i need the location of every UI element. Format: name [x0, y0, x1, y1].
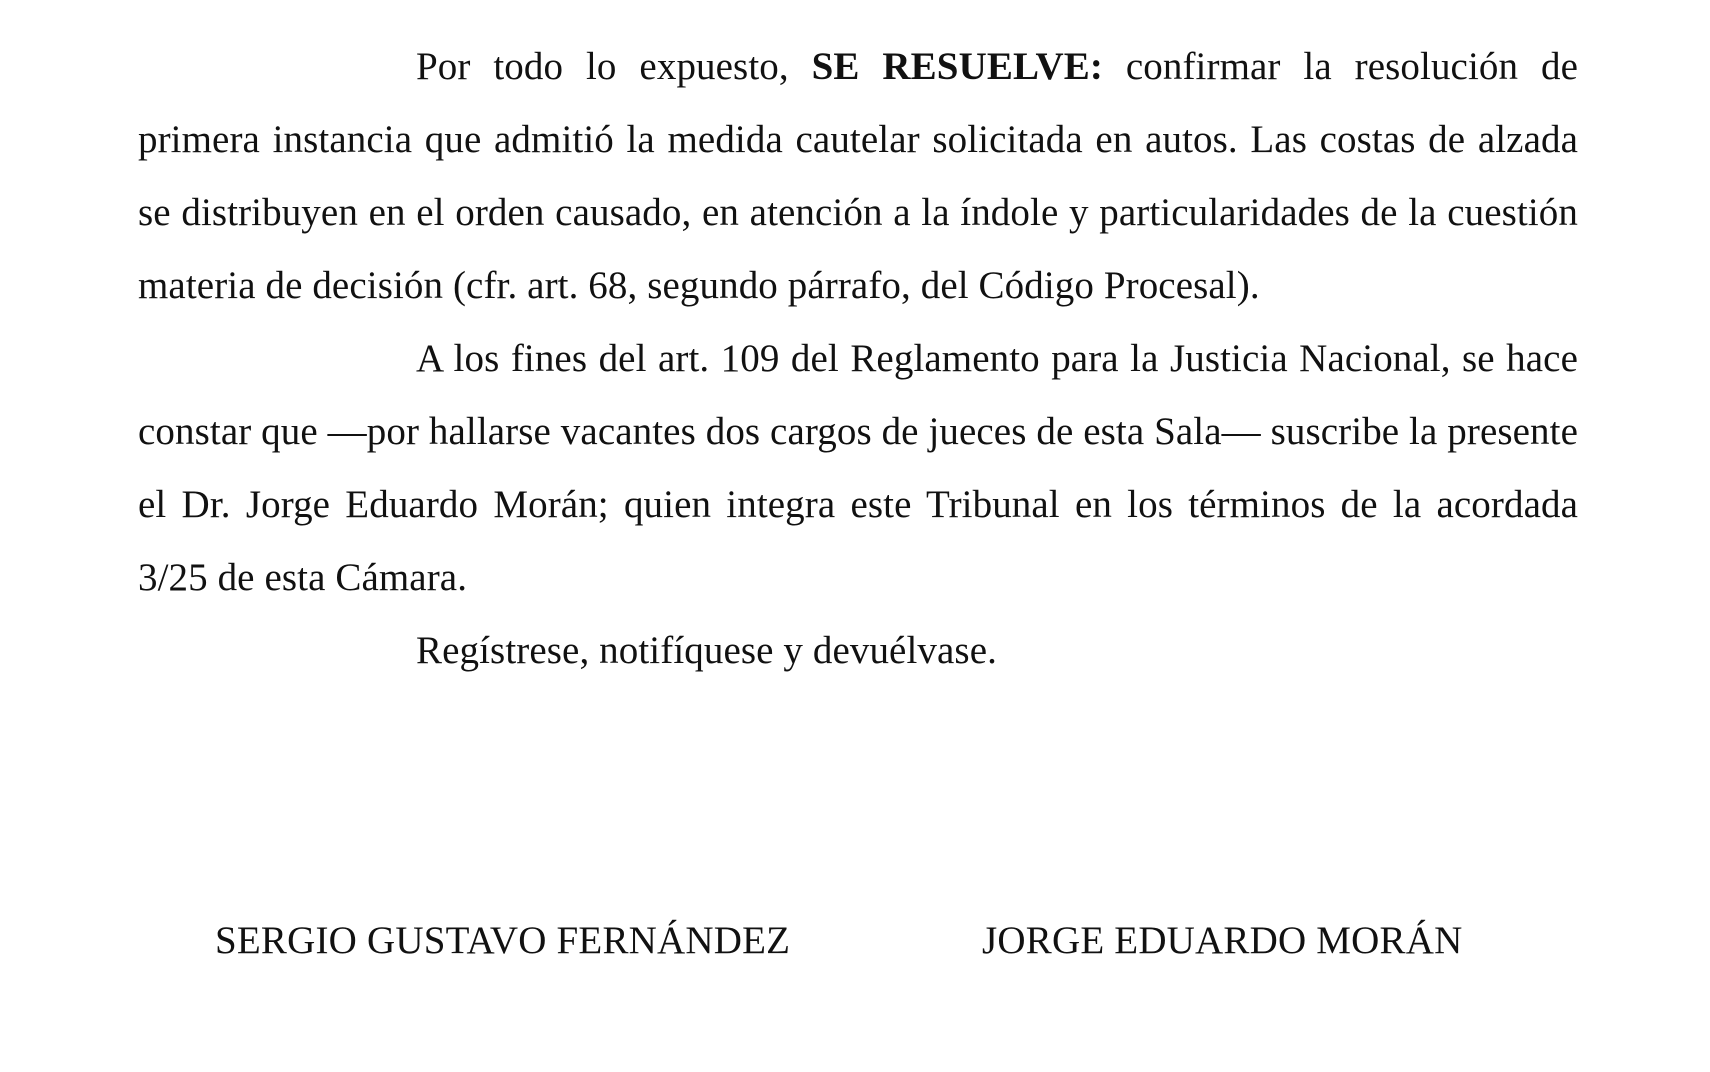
regulation-paragraph: A los fines del art. 109 del Reglamento para la Justicia Nacional, se hace constar que —por hallarse vacantes dos cargos de jueces de esta Sala— suscribe la presente el Dr. Jorge Eduardo Morán; quien integra este Tribunal en los términos de la acordada 3/25 de esta Cámara. — [138, 337, 1578, 599]
resolution-lead: Por todo lo expuesto, — [416, 45, 812, 88]
signature-fernandez: SERGIO GUSTAVO FERNÁNDEZ — [215, 919, 791, 962]
signature-moran: JORGE EDUARDO MORÁN — [982, 919, 1463, 962]
document-body — [138, 30, 1578, 687]
closing-line: Regístrese, notifíquese y devuélvase. — [416, 629, 997, 672]
resolution-paragraph — [138, 30, 1578, 322]
resolution-text: confirmar la resolución de primera instancia que admitió la medida cautelar solicitada en autos. Las costas de alzada se distribuyen en el orden causado, en atención a la índole y particularidades de la cuestión materia de decisión (cfr. art. 68, segundo párrafo, del Código Procesal). — [138, 45, 1578, 307]
resolution-emphasis: SE RESUELVE: — [811, 45, 1103, 88]
